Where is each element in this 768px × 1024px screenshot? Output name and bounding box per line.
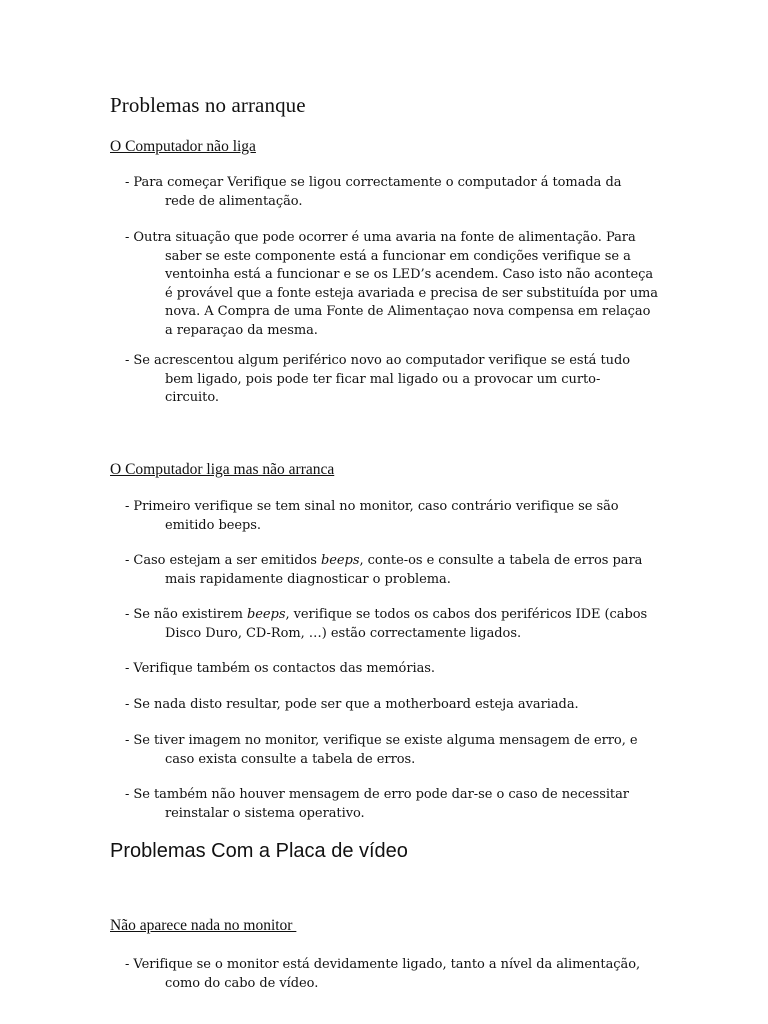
list-item: - Outra situação que pode ocorrer é uma avaria na fonte de alimentação. Para saber se este componente está a funcionar em condições verifique se a ventoinha está a funcionar e se os LED’s acendem. Caso isto não aconteça é provável que a fonte esteja avariada e precisa de ser substituída por uma nova. A Compra de uma Fonte de Alimentaçao nova compensa em relaçao a reparaçao da mesma. — [125, 230, 658, 338]
list-item: - Caso estejam a ser emitidos beeps, conte-os e consulte a tabela de erros para mais rapidamente diagnosticar o problema. — [125, 553, 643, 587]
page-title: Problemas no arranque — [110, 93, 306, 117]
list-item: - Primeiro verifique se tem sinal no monitor, caso contrário verifique se são emitido beeps. — [125, 499, 619, 533]
list-item: - Se tiver imagem no monitor, verifique se existe alguma mensagem de erro, e caso exista consulte a tabela de erros. — [125, 733, 638, 767]
list-item: - Verifique se o monitor está devidamente ligado, tanto a nível da alimentação, como do cabo de vídeo. — [125, 957, 641, 991]
section-title-placa-video: Problemas Com a Placa de vídeo — [110, 840, 408, 862]
list-item: - Para começar Verifique se ligou correctamente o computador á tomada da rede de alimentação. — [125, 175, 622, 209]
list-item: - Se nada disto resultar, pode ser que a motherboard esteja avariada. — [125, 697, 579, 712]
list-item: - Se não existirem beeps, verifique se todos os cabos dos periféricos IDE (cabos Disco Duro, CD-Rom, …) estão correctamente ligados. — [125, 607, 648, 641]
section-heading-liga-nao-arranca: O Computador liga mas não arranca — [110, 461, 335, 478]
section-heading-nao-liga: O Computador não liga — [110, 138, 256, 155]
list-item: - Se acrescentou algum periférico novo ao computador verifique se está tudo bem ligado, pois pode ter ficar mal ligado ou a provocar um curto- circuito. — [125, 353, 631, 405]
list-item: - Se também não houver mensagem de erro pode dar-se o caso de necessitar reinstalar o sistema operativo. — [125, 787, 629, 821]
section-heading-nada-no-monitor: Não aparece nada no monitor — [110, 917, 297, 934]
list-item: - Verifique também os contactos das memórias. — [125, 661, 435, 676]
